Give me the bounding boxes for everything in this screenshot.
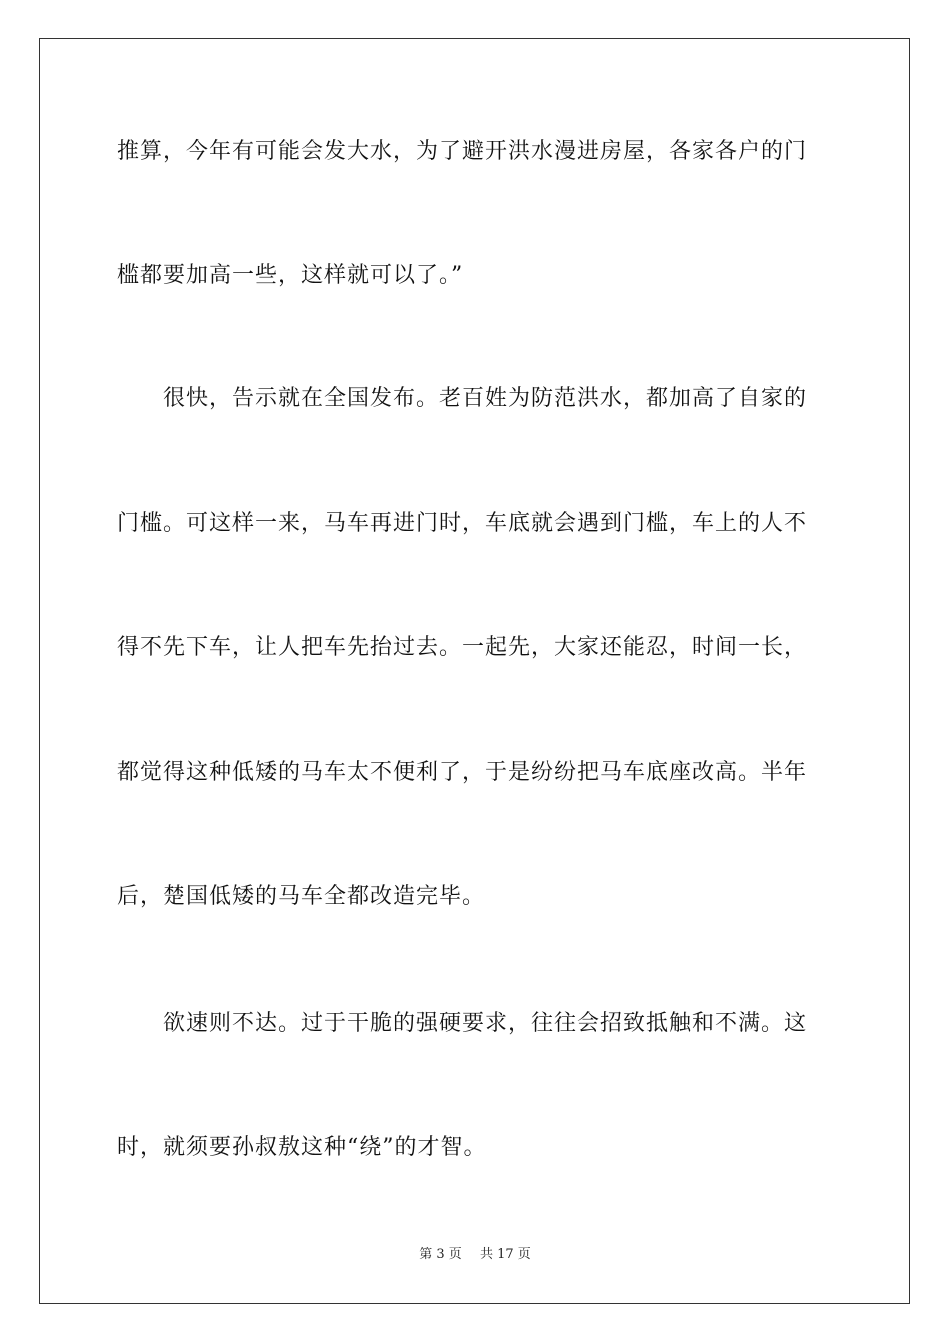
body-text-line: 得不先下车，让人把车先抬过去。一起先，大家还能忍，时间一长， (117, 635, 808, 660)
body-text-line: 后，楚国低矮的马车全都改造完毕。 (117, 884, 486, 909)
page-number: 第 3 页 (419, 1247, 462, 1262)
body-text-line: 槛都要加高一些，这样就可以了。” (117, 263, 464, 288)
body-text-line: 时，就须要孙叔敖这种“绕”的才智。 (117, 1135, 487, 1160)
body-text-line: 推算，今年有可能会发大水，为了避开洪水漫进房屋，各家各户的门 (117, 139, 808, 164)
page-border (39, 38, 910, 1304)
page-footer (0, 1246, 950, 1264)
total-pages: 共 17 页 (479, 1247, 531, 1262)
body-text-line: 都觉得这种低矮的马车太不便利了，于是纷纷把马车底座改高。半年 (117, 760, 808, 785)
paragraph-first-line: 欲速则不达。过于干脆的强硬要求，往往会招致抵触和不满。这 (163, 1011, 808, 1036)
paragraph-first-line: 很快，告示就在全国发布。老百姓为防范洪水，都加高了自家的 (163, 386, 808, 411)
body-text-line: 门槛。可这样一来，马车再进门时，车底就会遇到门槛，车上的人不 (117, 511, 808, 536)
